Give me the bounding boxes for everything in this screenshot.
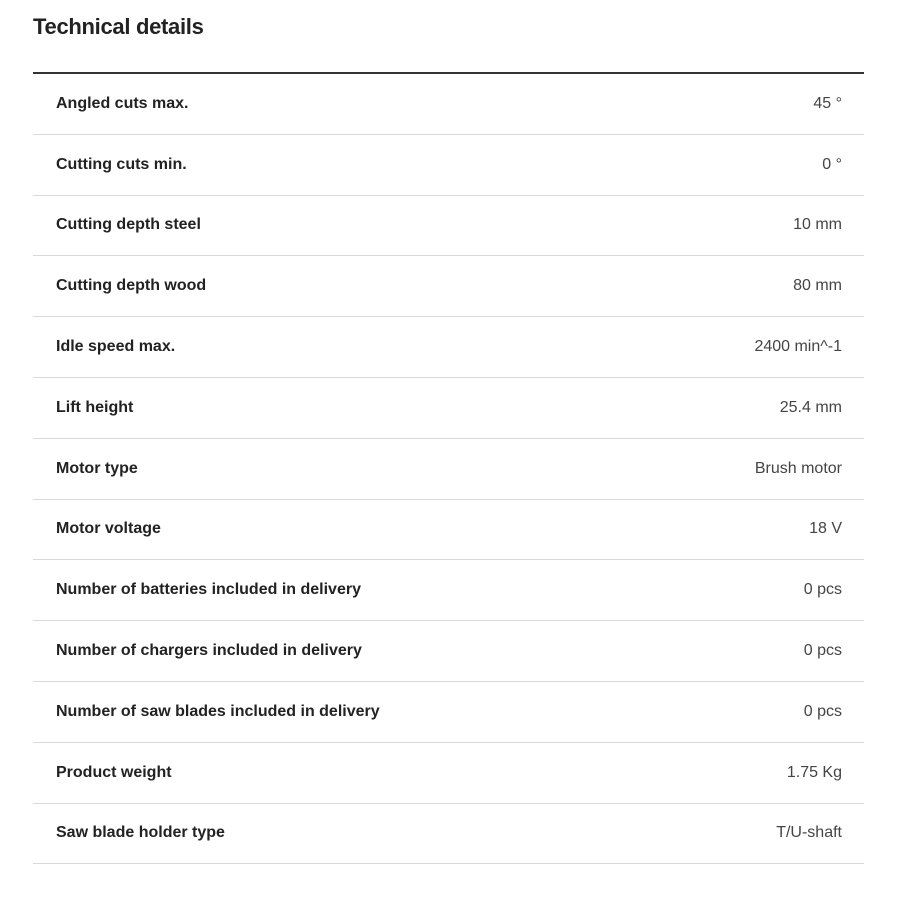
spec-row-motor-voltage (33, 500, 864, 561)
spec-row-motor-type (33, 439, 864, 500)
spec-row-cutting-cuts-min (33, 135, 864, 196)
spec-value: 0 pcs (803, 702, 842, 720)
spec-value: 1.75 Kg (786, 763, 842, 781)
spec-label: Number of batteries included in delivery (56, 581, 361, 599)
spec-value: 2400 min^-1 (754, 338, 842, 356)
spec-value: 0 pcs (803, 581, 842, 599)
spec-value: 18 V (809, 520, 842, 538)
technical-details-table (33, 72, 864, 864)
spec-label: Idle speed max. (56, 338, 176, 356)
spec-value: 10 mm (793, 216, 842, 234)
spec-label: Lift height (56, 398, 134, 416)
spec-value: Brush motor (754, 459, 842, 477)
spec-value: 25.4 mm (779, 398, 842, 416)
spec-value: 0 pcs (803, 642, 842, 660)
spec-row-chargers-included (33, 621, 864, 682)
spec-row-saw-blade-holder-type (33, 804, 864, 865)
spec-row-lift-height (33, 378, 864, 439)
spec-value: 0 ° (822, 155, 842, 173)
spec-value: 80 mm (793, 277, 842, 295)
spec-row-angled-cuts-max (33, 74, 864, 135)
spec-label: Product weight (56, 763, 172, 781)
spec-row-idle-speed-max (33, 317, 864, 378)
spec-label: Motor voltage (56, 520, 161, 538)
spec-label: Angled cuts max. (56, 94, 189, 112)
spec-row-saw-blades-included (33, 682, 864, 743)
spec-row-cutting-depth-steel (33, 196, 864, 257)
spec-value: T/U-shaft (776, 824, 842, 842)
spec-label: Motor type (56, 459, 138, 477)
spec-label: Cutting depth steel (56, 216, 201, 234)
spec-label: Number of saw blades included in delivery (56, 702, 380, 720)
spec-label: Saw blade holder type (56, 824, 225, 842)
section-title: Technical details (33, 14, 204, 39)
spec-row-batteries-included (33, 560, 864, 621)
spec-label: Cutting depth wood (56, 277, 207, 295)
spec-value: 45 ° (813, 94, 842, 112)
spec-label: Number of chargers included in delivery (56, 642, 362, 660)
spec-row-product-weight (33, 743, 864, 804)
spec-row-cutting-depth-wood (33, 256, 864, 317)
spec-label: Cutting cuts min. (56, 155, 187, 173)
